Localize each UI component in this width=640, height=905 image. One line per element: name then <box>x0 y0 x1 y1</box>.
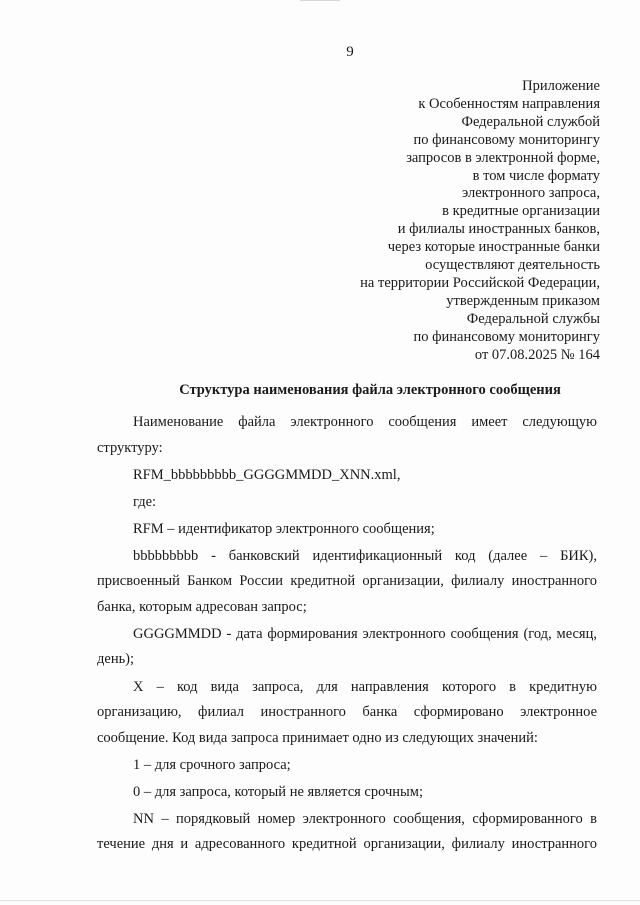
paragraph-filename-pattern: RFM_bbbbbbbbb_GGGGMMDD_XNN.xml, <box>133 466 401 483</box>
paragraph-bik: bbbbbbbbb - банковский идентификационный код (далее – БИК), присвоенный Банком России кредитной организации, филиалу иностранного банка, которым адресован запрос; <box>97 547 597 615</box>
document-title: Структура наименования файла электронного сообщения <box>179 382 561 398</box>
scan-mark-bottom <box>0 900 640 901</box>
appendix-line: по финансовому мониторингу <box>413 131 600 148</box>
paragraph-sequence-number: NN – порядковый номер электронного сообщения, сформированного в течение дня и адресованного кредитной организации, филиалу иностранного <box>97 810 597 853</box>
appendix-block <box>200 78 600 365</box>
paragraph-where: где: <box>133 493 157 510</box>
paragraph-code-non-urgent: 0 – для запроса, который не является срочным; <box>133 783 423 800</box>
paragraph-rfm: RFM – идентификатор электронного сообщения; <box>133 520 435 537</box>
appendix-line: утвержденным приказом <box>446 292 600 309</box>
paragraph-date: GGGGMMDD - дата формирования электронного сообщения (год, месяц, день); <box>97 625 597 668</box>
appendix-line: через которые иностранные банки <box>387 239 600 256</box>
scan-mark-top <box>300 0 340 1</box>
page-number: 9 <box>346 44 354 60</box>
paragraph-request-code: X – код вида запроса, для направления которого в кредитную организацию, филиал иностранного банка сформировано электронное сообщение. Код вида запроса принимает одно из следующих значений: <box>97 678 597 746</box>
appendix-line: по финансовому мониторингу <box>413 328 600 345</box>
appendix-line: осуществляют деятельность <box>425 257 600 274</box>
paragraph-code-urgent: 1 – для срочного запроса; <box>133 756 291 773</box>
appendix-line: электронного запроса, <box>462 185 600 202</box>
paragraph-structure-intro: Наименование файла электронного сообщения имеет следующую структуру: <box>97 414 597 456</box>
appendix-line: запросов в электронной форме, <box>406 149 600 166</box>
document-body <box>97 410 597 859</box>
appendix-line: в том числе формату <box>472 167 600 184</box>
appendix-line: Федеральной службы <box>466 310 600 327</box>
appendix-line: на территории Российской Федерации, <box>360 274 600 291</box>
appendix-line: в кредитные организации <box>442 203 600 220</box>
appendix-line: Федеральной службой <box>461 113 600 130</box>
appendix-line: к Особенностям направления <box>418 95 600 112</box>
appendix-line: от 07.08.2025 № 164 <box>474 346 600 363</box>
appendix-line: и филиалы иностранных банков, <box>397 221 600 238</box>
appendix-line: Приложение <box>522 78 600 94</box>
